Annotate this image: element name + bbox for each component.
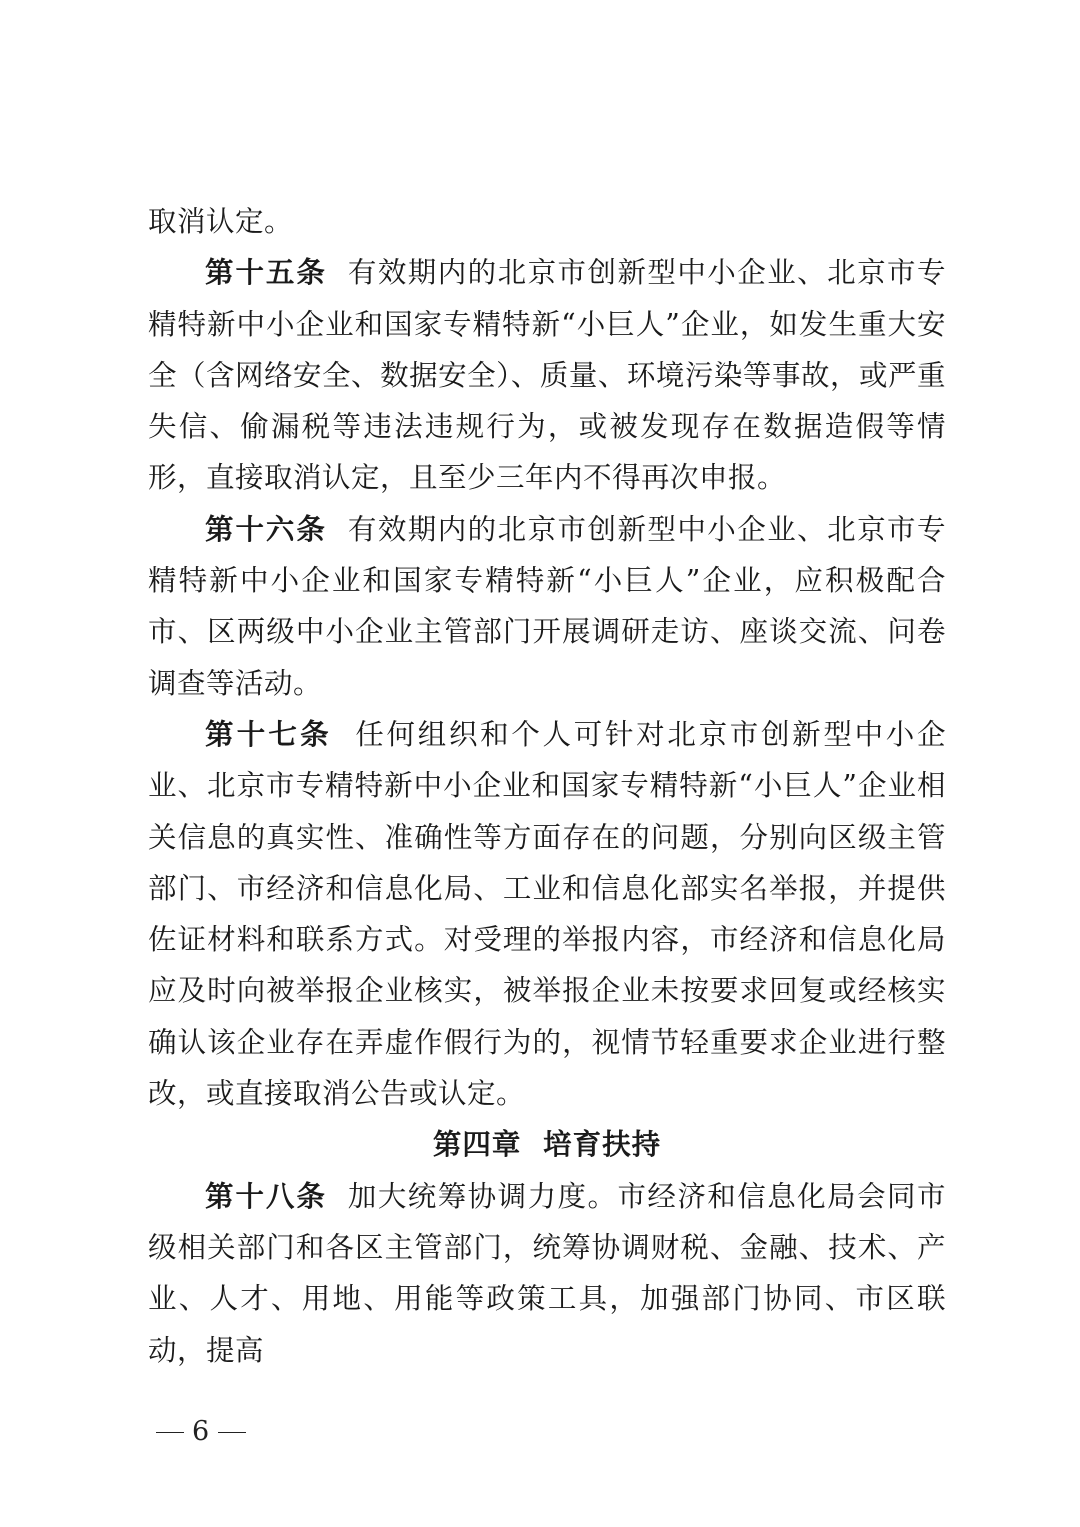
continuation-paragraph: 取消认定。: [148, 205, 294, 238]
article-15-number: 第十五条: [205, 256, 327, 290]
article-18: [148, 1171, 946, 1376]
article-18-number: 第十八条: [205, 1179, 327, 1213]
article-16-number: 第十六条: [205, 512, 327, 546]
article-16: [148, 504, 946, 709]
page-number: 6: [192, 1416, 211, 1447]
article-15-text: 有效期内的北京市创新型中小企业、北京市专精特新中小企业和国家专精特新“小巨人”企业，如发生重大安全（含网络安全、数据安全）、质量、环境污染等事故，或严重失信、偷漏税等违法违规行为，或被发现存在数据造假等情形，直接取消认定，且至少三年内不得再次申报。: [148, 256, 946, 495]
footer-dash-left: [156, 1432, 184, 1433]
chapter-title: 第四章 培育扶持: [432, 1128, 662, 1162]
article-17-number: 第十七条: [205, 717, 332, 751]
article-16-text: 有效期内的北京市创新型中小企业、北京市专精特新中小企业和国家专精特新“小巨人”企业，应积极配合市、区两级中小企业主管部门开展调研走访、座谈交流、问卷调查等活动。: [148, 512, 946, 700]
document-body: [148, 196, 946, 1376]
footer-dash-right: [218, 1432, 246, 1433]
article-17: [148, 709, 946, 1119]
article-18-text: 加大统筹协调力度。市经济和信息化局会同市级相关部门和各区主管部门，统筹协调财税、金融、技术、产业、人才、用地、用能等政策工具，加强部门协同、市区联动，提高: [148, 1179, 946, 1367]
page-footer: [148, 1412, 254, 1452]
article-17-text: 任何组织和个人可针对北京市创新型中小企业、北京市专精特新中小企业和国家专精特新“小巨人”企业相关信息的真实性、准确性等方面存在的问题，分别向区级主管部门、市经济和信息化局、工业和信息化部实名举报，并提供佐证材料和联系方式。对受理的举报内容，市经济和信息化局应及时向被举报企业核实，被举报企业未按要求回复或经核实确认该企业存在弄虚作假行为的，视情节轻重要求企业进行整改，或直接取消公告或认定。: [148, 717, 946, 1111]
article-15: [148, 247, 946, 503]
